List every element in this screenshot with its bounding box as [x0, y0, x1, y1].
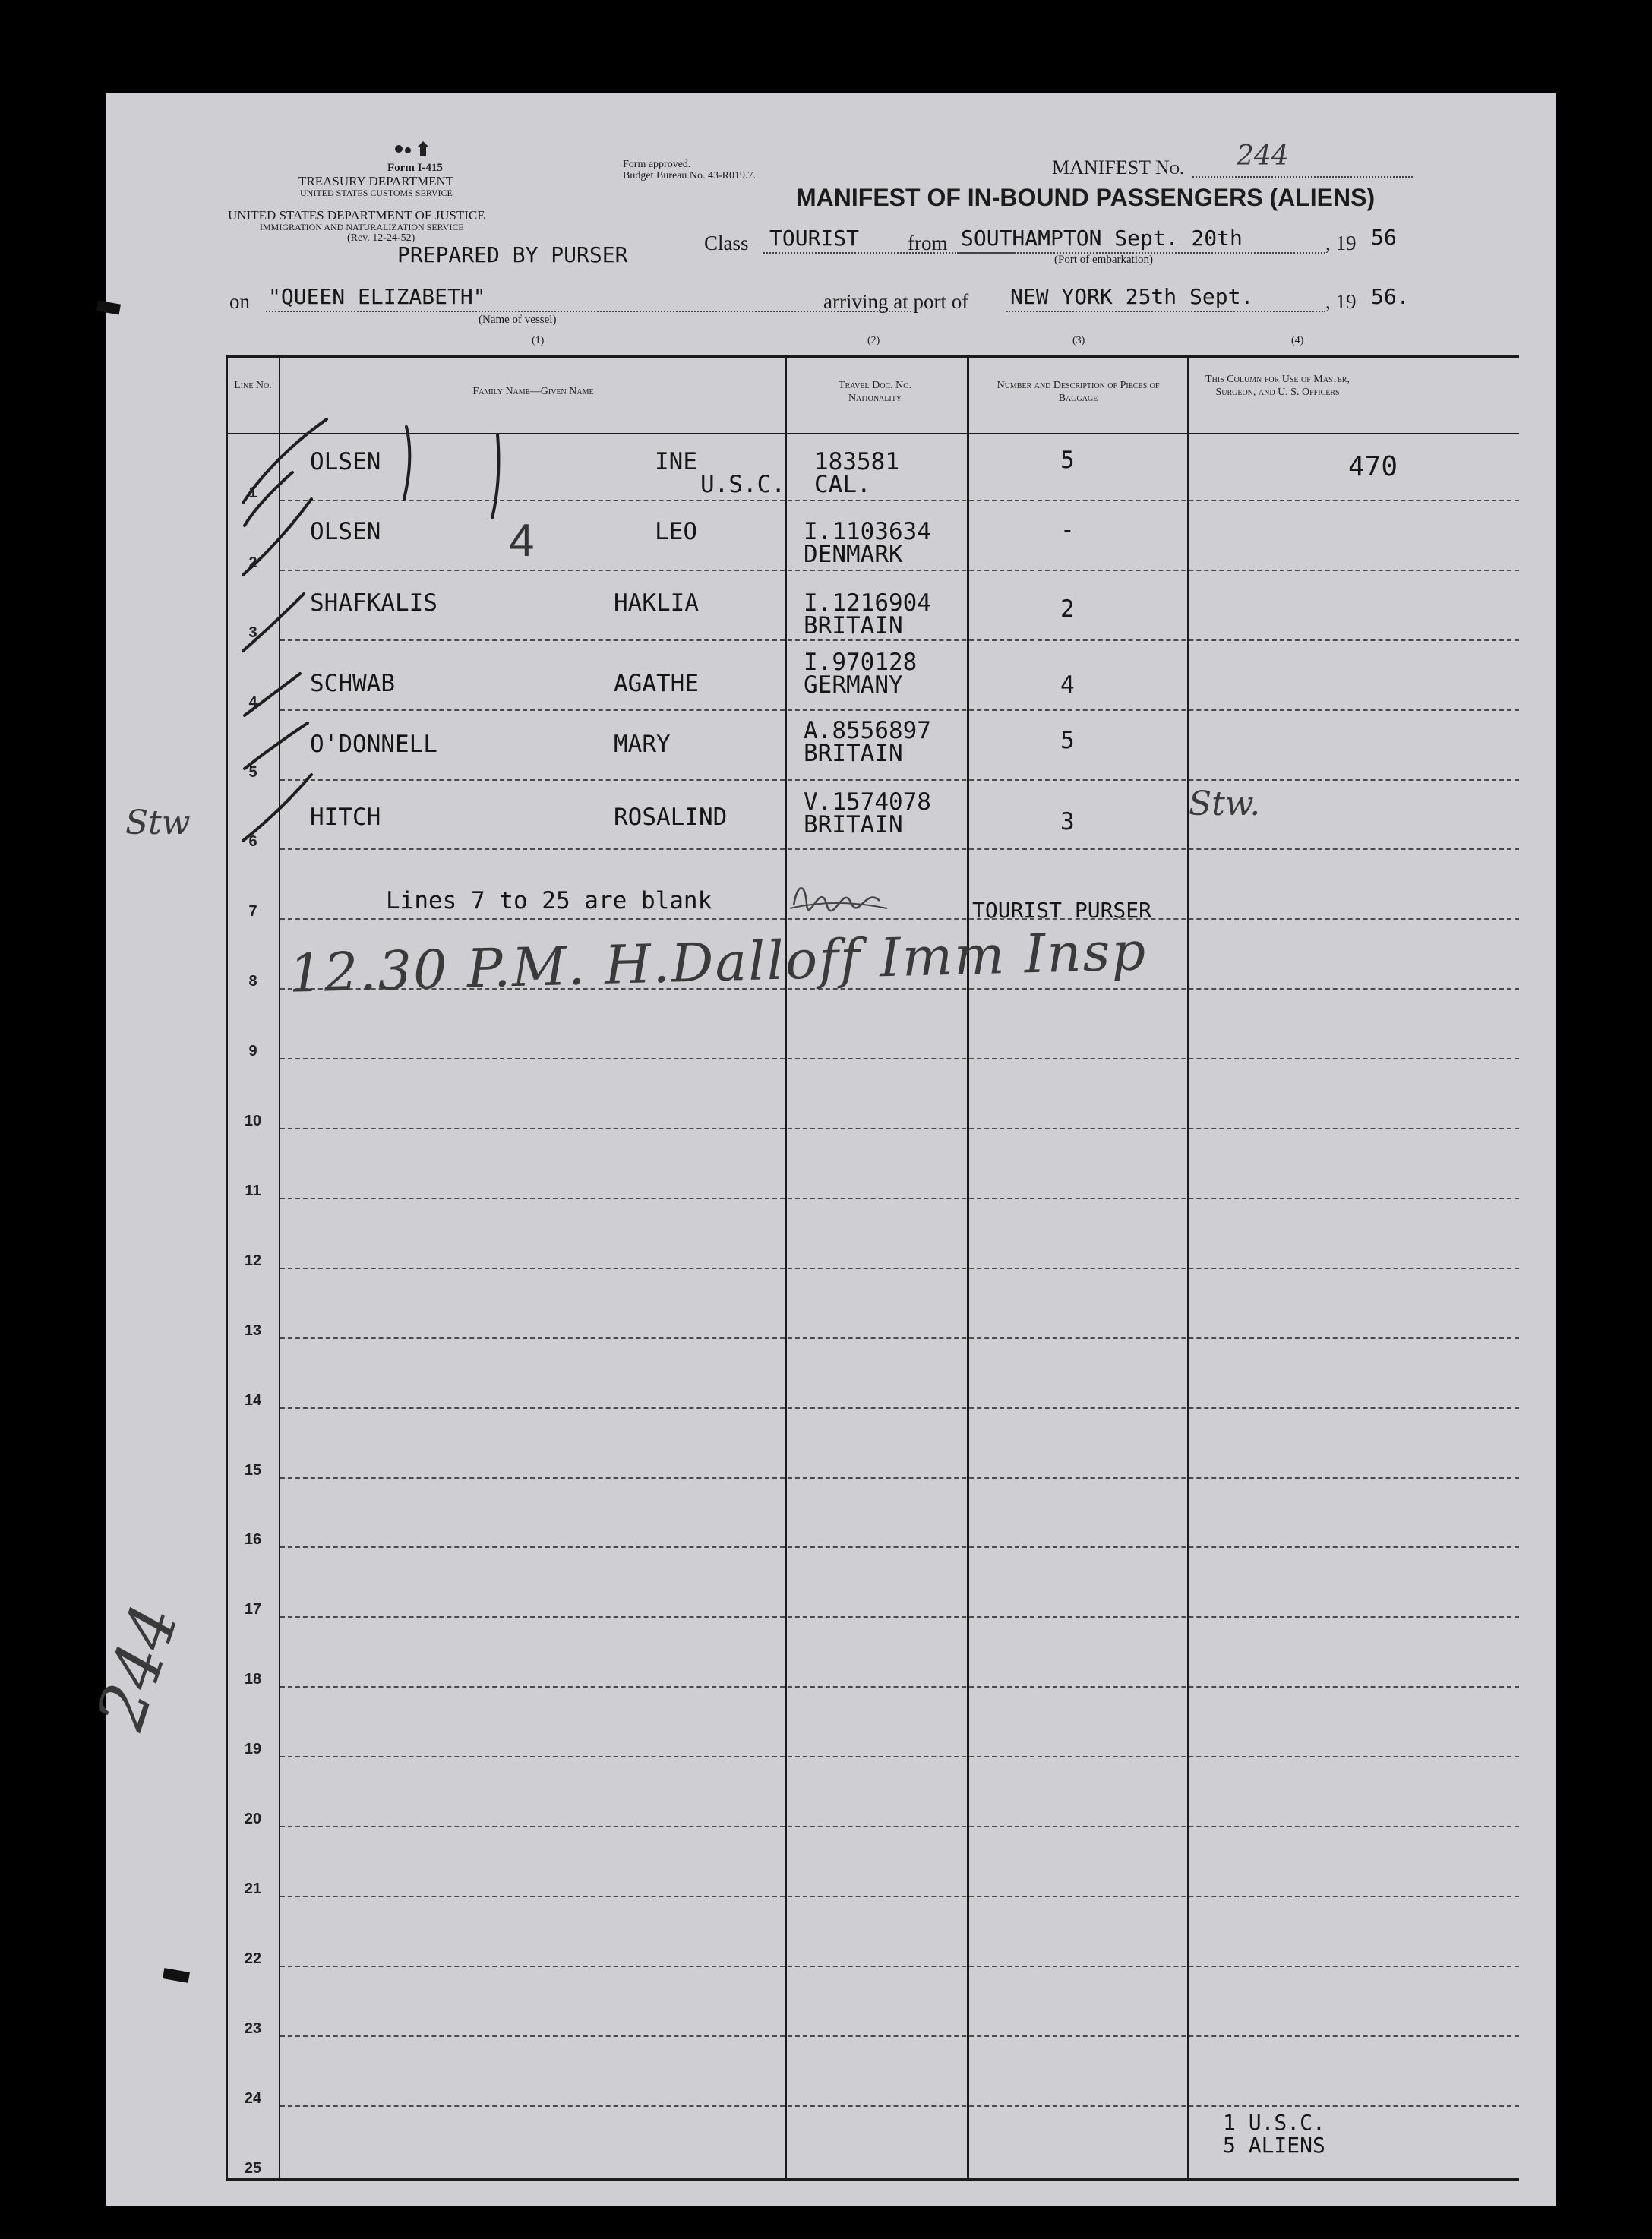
col-header-officers: This Column for Use of Master, Surgeon, and U. S. Officers [1205, 374, 1350, 398]
arrival-value: NEW YORK 25th Sept. [1010, 284, 1254, 309]
line-number: 23 [244, 2020, 262, 2037]
manifest-no-value: 244 [1237, 141, 1289, 172]
family-name: HITCH [310, 804, 381, 831]
line-number: 20 [244, 1811, 262, 1827]
travel-doc: V.1574078 [804, 788, 931, 816]
travel-doc: I.970128 [804, 649, 918, 676]
treasury-dept: TREASURY DEPARTMENT [298, 174, 454, 188]
year-value-1: 56 [1371, 225, 1397, 250]
arrival-line [1006, 311, 1325, 312]
line-number: 8 [248, 973, 257, 990]
citizenship-note: U.S.C. [700, 471, 785, 498]
left-mark-lower [163, 1968, 190, 1983]
line-number: 5 [248, 763, 257, 781]
year-prefix-2: , 19 [1325, 290, 1357, 313]
nationality: CAL. [814, 471, 871, 498]
col-num-2: (2) [867, 335, 880, 346]
class-value: TOURIST [769, 226, 860, 251]
customs-service: UNITED STATES CUSTOMS SERVICE [300, 188, 453, 198]
check-marks [228, 412, 570, 867]
manifest-no-label: MANIFEST No. [1052, 156, 1185, 178]
budget-bureau: Budget Bureau No. 43-R019.7. [623, 170, 756, 182]
officer-note: 470 [1348, 451, 1398, 482]
given-name: LEO [655, 518, 697, 545]
line-number: 14 [244, 1391, 262, 1409]
line-number: 13 [244, 1322, 262, 1339]
nationality: GERMANY [804, 671, 903, 699]
row-separator [280, 1756, 1519, 1757]
margin-244: 244 [83, 1596, 194, 1738]
family-name: O'DONNELL [310, 731, 437, 758]
total-aliens: 5 ALIENS [1223, 2133, 1325, 2158]
prepared-by: PREPARED BY PURSER [397, 242, 628, 267]
form-revision: (Rev. 12-24-52) [347, 232, 415, 244]
line-number: 22 [244, 1950, 262, 1967]
year-value-2: 56. [1371, 284, 1410, 309]
baggage-count: - [1060, 516, 1075, 544]
line-number: 17 [244, 1601, 262, 1618]
vessel-caption: (Name of vessel) [479, 314, 557, 326]
travel-doc: I.1216904 [804, 589, 931, 617]
given-name: AGATHE [614, 670, 699, 697]
col-header-name: Family Name—Given Name [472, 386, 594, 397]
line-number: 15 [244, 1461, 262, 1479]
line-number: 9 [248, 1043, 257, 1060]
baggage-count: 5 [1060, 447, 1075, 474]
manifest-title: MANIFEST OF IN-BOUND PASSENGERS (ALIENS) [796, 184, 1376, 211]
col-num-3: (3) [1072, 335, 1085, 346]
nationality: DENMARK [804, 541, 903, 568]
col-num-4: (4) [1291, 335, 1304, 346]
nationality: BRITAIN [804, 612, 903, 639]
given-name: MARY [614, 731, 671, 758]
class-label: Class [704, 232, 749, 254]
line-number: 7 [248, 903, 257, 921]
blank-lines-note: Lines 7 to 25 are blank [386, 887, 712, 914]
baggage-count: 2 [1060, 595, 1075, 623]
port-embark-caption: (Port of embarkation) [1054, 254, 1153, 266]
form-number: Form I-415 [387, 162, 443, 174]
baggage-count: 4 [1060, 671, 1075, 699]
handwritten-four: 4 [509, 515, 535, 566]
line-number: 24 [244, 2089, 262, 2107]
row-separator [280, 1198, 1519, 1199]
from-value: SOUTHAMPTON Sept. 20th [961, 226, 1243, 251]
row-separator [280, 1337, 1519, 1339]
row-separator [280, 1896, 1519, 1897]
row-separator [280, 1826, 1519, 1827]
row-separator [280, 1477, 1519, 1479]
vessel-line [266, 311, 911, 312]
row-separator [280, 1616, 1519, 1618]
manifest-sheet [83, 93, 1556, 2206]
row-separator [280, 1546, 1519, 1548]
total-usc: 1 U.S.C. [1223, 2110, 1325, 2135]
nationality: BRITAIN [804, 811, 903, 838]
stw-right: Stw. [1189, 785, 1261, 823]
family-name: OLSEN [310, 518, 381, 545]
row-separator [280, 918, 1519, 920]
line-number: 19 [244, 1741, 262, 1758]
header-emblem [368, 137, 460, 159]
line-number: 4 [248, 693, 257, 711]
family-name: SCHWAB [310, 670, 395, 697]
ins-service: IMMIGRATION AND NATURALIZATION SERVICE [260, 222, 464, 232]
family-name: OLSEN [310, 448, 381, 475]
line-number: 2 [248, 554, 257, 571]
table-bottom-line [226, 2178, 1519, 2181]
left-mark [96, 301, 121, 315]
stw-left: Stw [125, 804, 191, 842]
family-name: SHAFKALIS [310, 589, 437, 617]
line-number: 3 [248, 624, 257, 641]
col-header-baggage: Number and Description of Pieces of Baggage [997, 380, 1160, 404]
row-separator [280, 1128, 1519, 1129]
line-number: 21 [244, 1880, 262, 1897]
manifest-no-line [1192, 176, 1413, 178]
row-separator [280, 1058, 1519, 1059]
vessel-name: "QUEEN ELIZABETH" [268, 284, 486, 309]
given-name: HAKLIA [614, 589, 699, 617]
from-label: from [908, 232, 948, 254]
given-name: INE [655, 448, 697, 475]
line-number: 12 [244, 1252, 262, 1269]
line-number: 16 [244, 1531, 262, 1549]
year-prefix-1: , 19 [1325, 232, 1357, 254]
row-separator [280, 1268, 1519, 1269]
table-top-line [226, 355, 1519, 358]
line-number: 10 [244, 1113, 262, 1129]
line-number: 18 [244, 1671, 262, 1688]
line-number: 25 [244, 2159, 262, 2177]
arriving-label: arriving at port of [823, 290, 969, 313]
row-separator [280, 1407, 1519, 1409]
purser-title: TOURIST PURSER [972, 898, 1152, 923]
row-separator [280, 1686, 1519, 1688]
travel-doc: A.8556897 [804, 717, 931, 744]
justice-dept: UNITED STATES DEPARTMENT OF JUSTICE [228, 208, 485, 223]
on-label: on [229, 290, 250, 313]
baggage-count: 5 [1060, 727, 1075, 754]
row-separator [280, 2035, 1519, 2037]
line-number: 6 [248, 833, 257, 851]
form-approved: Form approved. [623, 159, 691, 170]
line-number: 11 [245, 1182, 261, 1199]
line-number: 1 [248, 484, 257, 501]
row-separator [280, 1966, 1519, 1967]
nationality: BRITAIN [804, 740, 903, 767]
col-header-doc: Travel Doc. No. Nationality [839, 380, 911, 404]
baggage-count: 3 [1060, 808, 1075, 835]
travel-doc: 183581 [814, 448, 899, 475]
col-header-line-no: Line No. [234, 380, 272, 391]
row-separator [280, 2105, 1519, 2107]
inspection-note: 12.30 P.M. H.Dalloff Imm Insp [288, 920, 1148, 1005]
purser-signature [790, 875, 889, 913]
col-num-1: (1) [532, 335, 545, 346]
given-name: ROSALIND [614, 804, 728, 831]
travel-doc: I.1103634 [804, 518, 931, 545]
